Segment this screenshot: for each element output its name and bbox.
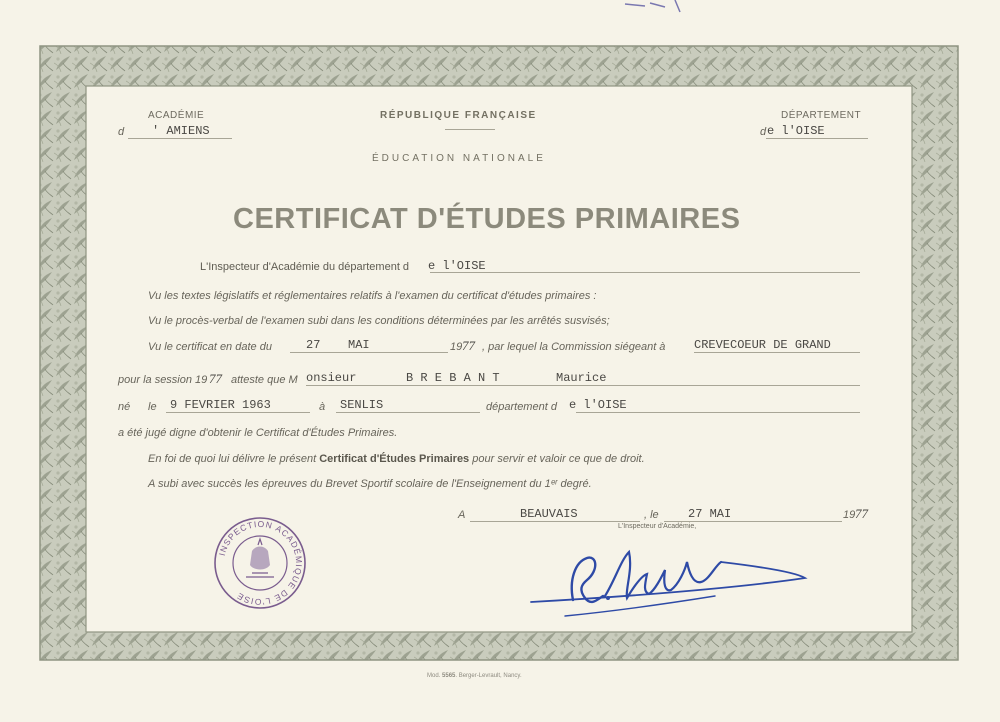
imprint-number: 5565: [442, 673, 456, 679]
ne-le-label: le: [148, 401, 157, 413]
certificat-date-underline: [290, 352, 448, 353]
birth-date: 9 FEVRIER 1963: [170, 398, 271, 412]
certificat-month: MAI: [348, 338, 370, 352]
departement-label: DÉPARTEMENT: [781, 110, 862, 121]
session-text: pour la session 19: [118, 374, 208, 386]
inspecteur-underline: [430, 272, 860, 273]
footer-place-underline: [470, 521, 640, 522]
birth-dept-underline: [576, 412, 860, 413]
certificat-year-print: 19: [450, 341, 463, 353]
heading-rule: [445, 129, 495, 130]
footer-a-label: A: [458, 509, 466, 521]
certificat-year-hw: 77: [462, 338, 475, 353]
vu-certificat-text: Vu le certificat en date du: [148, 341, 272, 353]
footer-year-hw: 77: [855, 506, 868, 521]
birth-place-underline: [336, 412, 480, 413]
departement-underline: [766, 138, 868, 139]
foi-text-b: pour servir et valoir ce que de droit.: [472, 453, 645, 465]
foi-bold: Certificat d'Études Primaires: [319, 453, 470, 465]
inspecteur-text: L'Inspecteur d'Académie du département d: [200, 261, 410, 273]
footer-date-underline: [664, 521, 842, 522]
inspecteur-caption: L'Inspecteur d'Académie,: [618, 523, 697, 530]
commission-place: CREVECOEUR DE GRAND: [694, 338, 831, 352]
academie-underline: [128, 138, 232, 139]
footer-place: BEAUVAIS: [520, 507, 578, 521]
commission-text: , par lequel la Commission siégeant à: [482, 341, 666, 353]
candidate-title: onsieur: [306, 371, 357, 385]
printer-imprint: [427, 673, 522, 679]
departement-value: e l'OISE: [767, 124, 825, 138]
commission-underline: [694, 352, 860, 353]
juge-statement: a été jugé digne d'obtenir le Certificat d'Études Primaires.: [118, 427, 398, 439]
republique-heading: RÉPUBLIQUE FRANÇAISE: [380, 110, 537, 121]
official-stamp: [212, 515, 308, 611]
ne-label: né: [118, 401, 131, 413]
academie-value: ' AMIENS: [152, 124, 210, 138]
inspecteur-signature: [525, 540, 825, 640]
candidate-surname: B R E B A N T: [406, 371, 500, 385]
candidate-underline: [306, 385, 860, 386]
imprint-a: Mod.: [427, 673, 441, 679]
stamp-text: INSPECTION ACADÉMIQUE DE L'OISE: [216, 518, 305, 608]
academie-prefix: d: [118, 126, 125, 138]
departement-prefix: d: [760, 126, 767, 138]
vu-proces-verbal: Vu le procès-verbal de l'examen subi dans les conditions déterminées par les arrêtés susvisés;: [148, 315, 610, 327]
session-year-hw: 77: [209, 371, 222, 386]
foi-statement: [148, 453, 645, 465]
foi-text-a: En foi de quoi lui délivre le présent: [148, 453, 317, 465]
footer-year-print: 19: [843, 509, 856, 521]
footer-le-label: , le: [644, 509, 659, 521]
birth-dept-value: e l'OISE: [569, 398, 627, 412]
ne-a-label: à: [319, 401, 326, 413]
vu-textes: Vu les textes législatifs et réglementaires relatifs à l'examen du certificat d'études primaires :: [148, 290, 597, 302]
atteste-text: atteste que M: [231, 374, 298, 386]
footer-date: 27 MAI: [688, 507, 732, 521]
academie-label: ACADÉMIE: [148, 110, 205, 121]
imprint-b: . Berger-Levrault, Nancy.: [455, 673, 522, 679]
candidate-firstname: Maurice: [556, 371, 607, 385]
brevet-statement: A subi avec succès les épreuves du Brevet Sportif scolaire de l'Enseignement du 1ᵉʳ degré.: [148, 478, 592, 490]
birth-place: SENLIS: [340, 398, 384, 412]
inspecteur-value: e l'OISE: [428, 259, 486, 273]
ink-mark: [620, 0, 690, 14]
certificat-day: 27: [306, 338, 321, 352]
education-heading: ÉDUCATION NATIONALE: [372, 153, 546, 164]
certificate-title: CERTIFICAT D'ÉTUDES PRIMAIRES: [233, 203, 741, 235]
birth-dept-label: département d: [486, 401, 557, 413]
birth-date-underline: [166, 412, 310, 413]
